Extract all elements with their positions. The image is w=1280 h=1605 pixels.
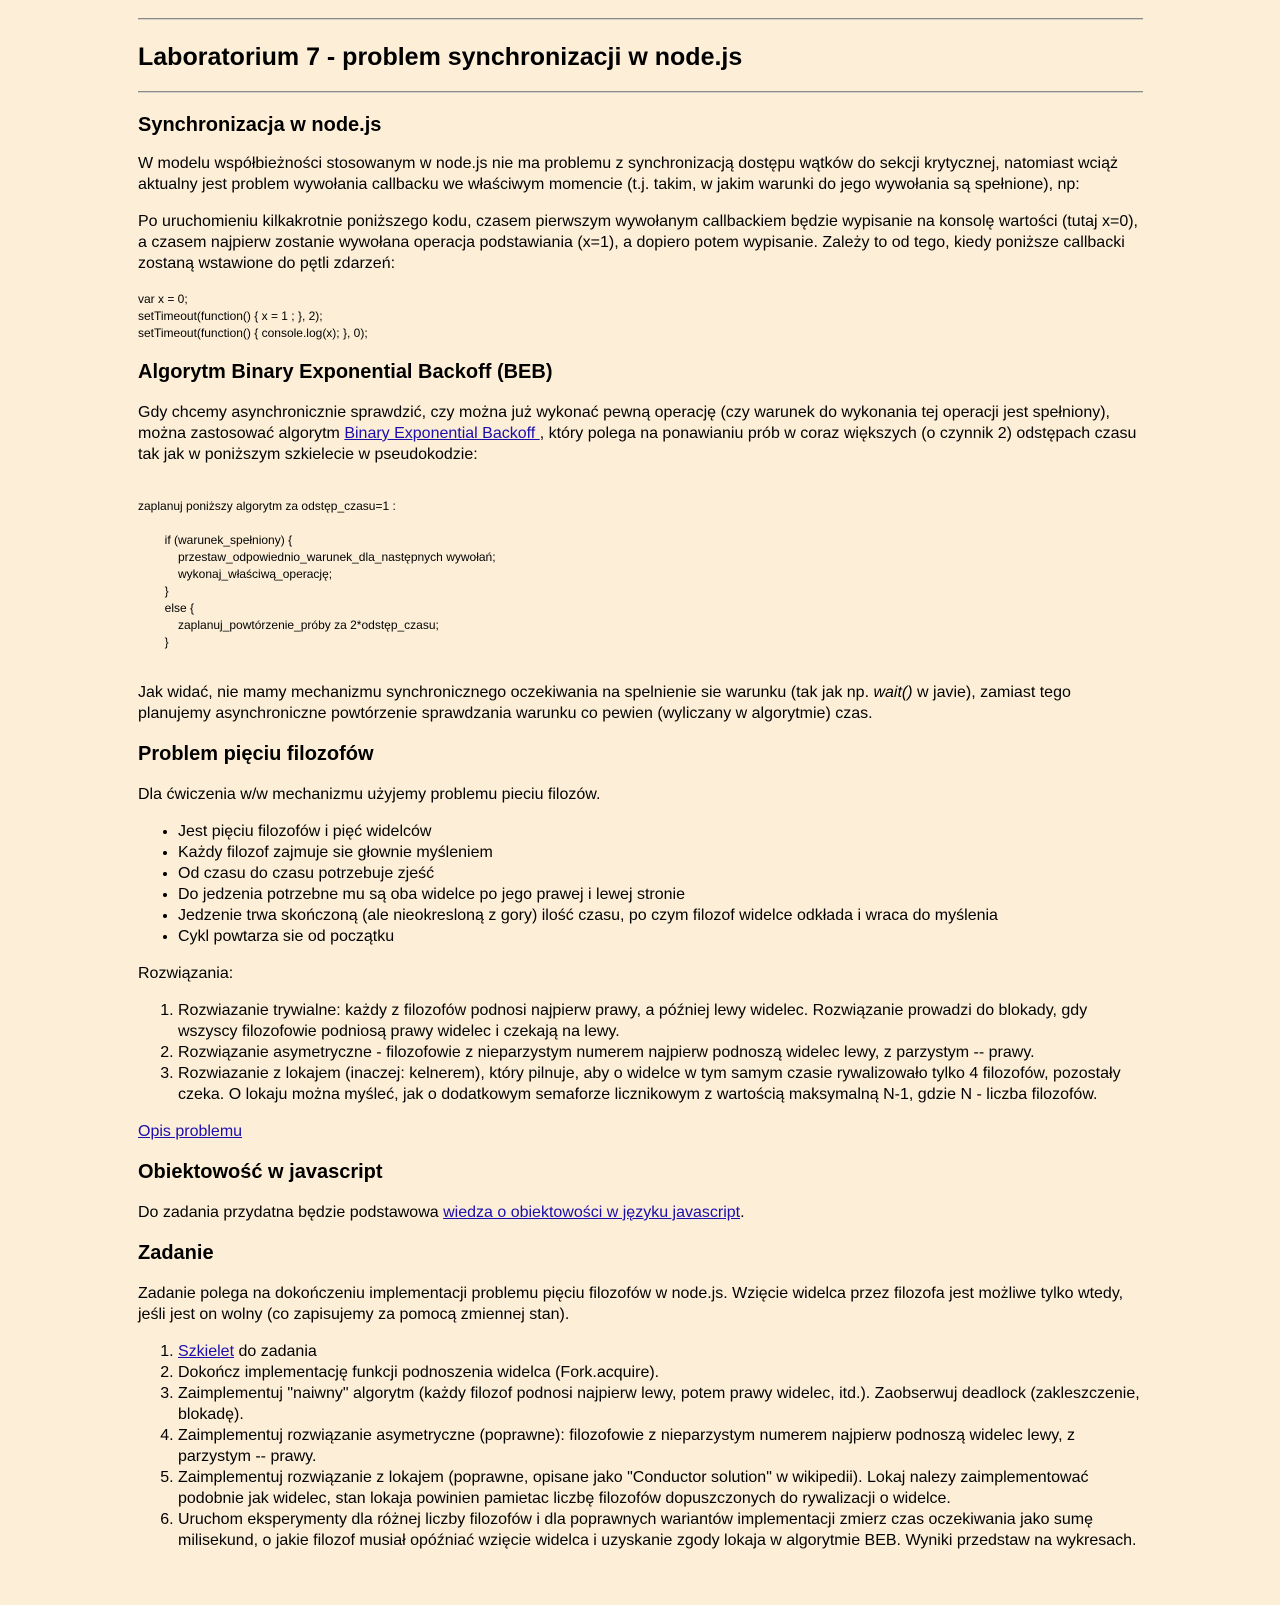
beb-p2-emphasis: wait() [873,684,913,701]
beb-paragraph-2 [138,682,1143,724]
beb-p1-text-before: Gdy chcemy asynchronicznie sprawdzić, czy można już wykonać pewną operację (czy warunek do wykonania tej operacji jest spełniony), można zastosować algorytm [138,404,1110,442]
beb-p1-text-after: , który polega na ponawianiu prób w coraz większych (o czynnik 2) odstępach czasu tak jak w poniższym szkielecie w pseudokodzie: [138,425,1137,463]
title-divider [138,91,1143,93]
section-heading-philosophers: Problem pięciu filozofów [138,743,374,765]
list-item: • Cykl powtarza sie od początku [178,926,1143,947]
section-heading-sync: Synchronizacja w node.js [138,114,382,136]
list-item: • Każdy filozof zajmuje sie głownie myśleniem [178,842,1143,863]
list-item: 5. Zaimplementuj rozwiązanie z lokajem (poprawne, opisane jako "Conductor solution" w wikipedii). Lokaj nalezy zaimplementować podobnie jak widelec, stan lokaja powinien pamietac liczbę filozofów dopuszczonych do rywalizacji o widelce. [178,1467,1143,1509]
section-heading-beb: Algorytm Binary Exponential Backoff (BEB) [138,361,553,383]
task-intro: Zadanie polega na dokończeniu implementacji problemu pięciu filozofów w node.js. Wzięcie widelca przez filozofa jest możliwe tylko wtedy, jeśli jest on wolny (co zapisujemy za pomocą zmiennej stan). [138,1285,1124,1323]
top-divider [138,18,1143,20]
list-item: • Jest pięciu filozofów i pięć widelców [178,821,1143,842]
problem-description-paragraph [138,1121,1143,1142]
beb-p2-text-before: Jak widać, nie mamy mechanizmu synchronicznego oczekiwania na spelnienie sie warunku (tak jak np. [138,684,874,701]
list-item: • Do jedzenia potrzebne mu są oba widelce po jego prawej i lewej stronie [178,884,1143,905]
sync-code-block: var x = 0; setTimeout(function() { x = 1 ; }, 2); setTimeout(function() { console.log(x); }, 0); [138,292,368,340]
list-item: 4. Zaimplementuj rozwiązanie asymetryczne (poprawne): filozofowie z nieparzystym numerem najpierw podnoszą widelec lewy, z parzystym -- prawy. [178,1425,1143,1467]
solutions-label: Rozwiązania: [138,965,234,982]
philosophers-rules-list [138,821,1143,947]
sync-paragraph-1: W modelu współbieżności stosowanym w node.js nie ma problemu z synchronizacją dostępu wątków do sekcji krytycznej, natomiast wciąż aktualny jest problem wywołania callbacku we właściwym momencie (t.j. takim, w jakim warunki do jego wywołania są spełnione), np: [138,155,1118,193]
solutions-list [138,1000,1143,1105]
objects-paragraph [138,1202,1143,1223]
beb-p2-text-after: w javie), zamiast tego planujemy asynchroniczne powtórzenie sprawdzania warunku co pewien (wyliczany w algorytmie) czas. [138,684,1071,722]
js-objects-link[interactable]: wiedza o obiektowości w języku javascript [443,1204,741,1221]
section-heading-objects: Obiektowość w javascript [138,1161,383,1183]
list-item: 3. Zaimplementuj "naiwny" algorytm (każdy filozof podnosi najpierw lewy, potem prawy widelec, itd.). Zaobserwuj deadlock (zakleszczenie, blokadę). [178,1383,1143,1425]
list-item: 3. Rozwiazanie z lokajem (inaczej: kelnerem), który pilnuje, aby o widelce w tym samym czasie rywalizowało tylko 4 filozofów, pozostały czeka. O lokaju można myśleć, jak o dodatkowym semaforze licznikowym z wartością maksymalną N-1, gdzie N - liczba filozofów. [178,1063,1143,1105]
task-steps-list [138,1341,1143,1551]
page-title: Laboratorium 7 - problem synchronizacji w node.js [138,43,743,71]
list-item: 2. Rozwiązanie asymetryczne - filozofowie z nieparzystym numerem najpierw podnoszą widelec lewy, z parzystym -- prawy. [178,1042,1143,1063]
objects-text-after: . [740,1204,745,1221]
beb-wiki-link[interactable]: Binary Exponential Backoff [344,425,540,442]
list-item: 1. Rozwiazanie trywialne: każdy z filozofów podnosi najpierw prawy, a później lewy widelec. Rozwiązanie prowadzi do blokady, gdy wszyscy filozofowie podniosą prawy widelec i czekają na lewy. [178,1000,1143,1042]
list-item [178,1341,1143,1362]
skeleton-text: do zadania [234,1343,317,1360]
objects-text-before: Do zadania przydatna będzie podstawowa [138,1204,444,1221]
page-content [138,18,1143,1551]
list-item: • Jedzenie trwa skończoną (ale nieokresloną z gory) ilość czasu, po czym filozof widelce odkłada i wraca do myślenia [178,905,1143,926]
beb-pseudocode-block: zaplanuj poniższy algorytm za odstęp_czasu=1 : if (warunek_spełniony) { przestaw_odpowiednio_warunek_dla_następnych wywołań; wykonaj_właściwą_operację; } else { zaplanuj_powtórzenie_próby za 2*odstęp_czasu; } [138,499,496,649]
section-heading-task: Zadanie [138,1242,214,1264]
skeleton-link[interactable]: Szkielet [178,1343,235,1360]
beb-paragraph-1 [138,402,1143,465]
sync-paragraph-2: Po uruchomieniu kilkakrotnie poniższego kodu, czasem pierwszym wywołanym callbackiem będzie wypisanie na konsolę wartości (tutaj x=0), a czasem najpierw zostanie wywołana operacja podstawiania (x=1), a dopiero potem wypisanie. Zależy to od tego, kiedy poniższe callbacki zostaną wstawione do pętli zdarzeń: [138,213,1138,272]
list-item: • Od czasu do czasu potrzebuje zjeść [178,863,1143,884]
list-item: 6. Uruchom eksperymenty dla różnej liczby filozofów i dla poprawnych wariantów implementacji zmierz czas oczekiwania jako sumę milisekund, o jakie filozof musiał opóźniać wzięcie widelca i uzyskanie zgody lokaja w algorytmie BEB. Wyniki przedstaw na wykresach. [178,1509,1143,1551]
list-item: 2. Dokończ implementację funkcji podnoszenia widelca (Fork.acquire). [178,1362,1143,1383]
philosophers-intro: Dla ćwiczenia w/w mechanizmu użyjemy problemu pieciu filozów. [138,786,601,803]
problem-description-link[interactable]: Opis problemu [138,1123,243,1140]
